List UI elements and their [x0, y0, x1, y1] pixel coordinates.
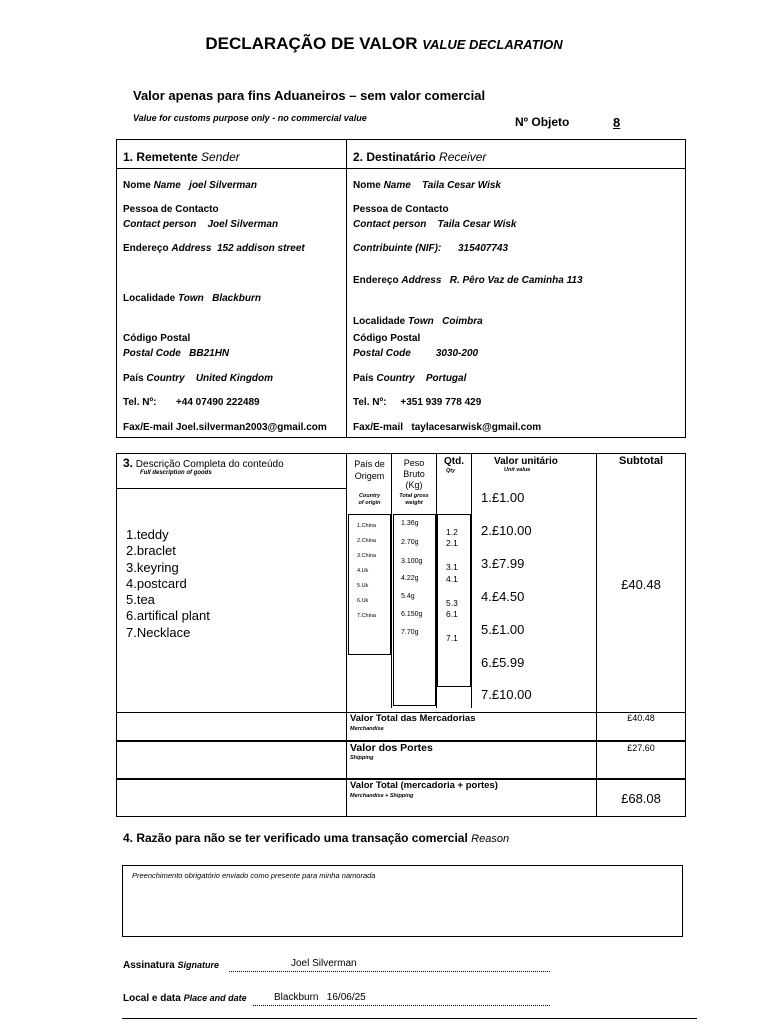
receiver-contact-row: Contact person Taila Cesar Wisk [353, 219, 517, 230]
subtotal-value: £40.48 [621, 577, 661, 592]
receiver-address: R. Pêro Vaz de Caminha 113 [449, 275, 583, 286]
list-item: 7.Necklace [126, 624, 191, 640]
receiver-name-row: Nome Name Taila Cesar Wisk [353, 180, 501, 191]
receiver-country-row: País Country Portugal [353, 373, 467, 384]
origin-sub-box [348, 514, 391, 655]
unit-value-item: 5.£1.00 [481, 622, 525, 637]
weight-header: Peso Bruto (Kg) [403, 458, 425, 490]
item-list [126, 527, 210, 641]
address-header-line [116, 168, 686, 169]
receiver-country: Portugal [425, 373, 467, 384]
place-date-value: Blackburn 16/06/25 [274, 992, 366, 1003]
goods-col-line-4 [471, 453, 472, 708]
grand-total-label-en: Merchandise + Shipping [350, 793, 414, 799]
origin-header: País de Origem [354, 459, 385, 481]
weight-item: 7.70g [401, 629, 419, 636]
sender-contact: Joel Silverman [207, 219, 279, 230]
receiver-postal-label: Código Postal [353, 333, 421, 344]
goods-desc-header-line [116, 488, 347, 489]
qty-item: 2.1 [446, 538, 458, 548]
address-divider [346, 139, 347, 438]
goods-desc-header: 3. Descrição Completa do conteúdo [123, 456, 284, 470]
weight-item: 3.100g [401, 558, 423, 565]
weight-item: 4.22g [401, 575, 419, 582]
shipping-label-en: Shipping [350, 755, 374, 761]
object-number-label: Nº Objeto [515, 115, 570, 129]
goods-col-line-5 [596, 453, 597, 817]
sender-name-row: Nome Name joel Silverman [123, 180, 257, 191]
unit-value-item: 1.£1.00 [481, 490, 525, 505]
weight-item: 6.150g [401, 611, 423, 618]
unit-value-item: 3.£7.99 [481, 556, 525, 571]
sender-country: United Kingdom [195, 373, 274, 384]
receiver-nif: 315407743 [457, 243, 509, 254]
title-pt: DECLARAÇÃO DE VALOR [205, 34, 418, 53]
signature-label: Assinatura Signature [123, 960, 219, 971]
qty-header: Qtd. [444, 456, 464, 467]
receiver-tel-row: Tel. Nº: +351 939 778 429 [353, 397, 482, 408]
unit-value-header: Valor unitário [494, 456, 558, 467]
page-title [0, 34, 768, 54]
origin-item: 7.China [357, 613, 376, 619]
signature-value: Joel Silverman [291, 958, 357, 969]
sender-email-row: Fax/E-mail Joel.silverman2003@gmail.com [123, 422, 327, 433]
list-item: 5.tea [126, 592, 155, 608]
receiver-contact: Taila Cesar Wisk [437, 219, 517, 230]
signature-line [229, 958, 550, 972]
list-item: 3.keyring [126, 559, 179, 575]
origin-item: 4.Uk [357, 568, 369, 574]
qty-item: 3.1 [446, 562, 458, 572]
origin-item: 2.China [357, 538, 376, 544]
goods-col-line-2 [391, 453, 392, 708]
receiver-email-row: Fax/E-mail taylacesarwisk@gmail.com [353, 422, 542, 433]
shipping-value: £27.60 [627, 743, 655, 753]
qty-item: 6.1 [446, 609, 458, 619]
qty-item: 7.1 [446, 633, 458, 643]
sender-address: 152 addison street [216, 243, 305, 254]
object-number-value: 8 [613, 115, 621, 130]
sender-postal: BB21HN [189, 348, 230, 359]
list-item: 6.artifical plant [126, 608, 210, 624]
receiver-contact-label: Pessoa de Contacto [353, 204, 449, 215]
sender-town: Blackburn [212, 293, 262, 304]
merch-total-label-en: Merchandise [350, 726, 384, 732]
unit-value-item: 2.£10.00 [481, 523, 532, 538]
unit-value-item: 7.£10.00 [481, 687, 532, 702]
origin-item: 5.Uk [357, 583, 369, 589]
origin-item: 3.China [357, 553, 376, 559]
receiver-postal-row: Postal Code 3030-200 [353, 348, 479, 359]
reason-header: 4. Razão para não se ter verificado uma transação comercial Reason [123, 831, 510, 845]
receiver-postal: 3030-200 [435, 348, 479, 359]
weight-item: 1.36g [401, 520, 419, 527]
unit-value-header-en: Unit value [504, 467, 531, 473]
receiver-town: Coimbra [442, 316, 483, 327]
receiver-nif-row: Contribuinte (NIF): 315407743 [353, 243, 509, 254]
grand-total-label: Valor Total (mercadoria + portes) [350, 780, 498, 791]
shipping-label: Valor dos Portes [350, 742, 433, 754]
bottom-rule [122, 1018, 697, 1019]
customs-note: Valor apenas para fins Aduaneiros – sem valor comercial [133, 88, 486, 103]
receiver-name: Taila Cesar Wisk [421, 180, 501, 191]
sender-town-row: Localidade Town Blackburn [123, 293, 262, 304]
sender-email: Joel.silverman2003@gmail.com [175, 422, 327, 433]
receiver-header: 2. Destinatário Receiver [353, 150, 487, 164]
weight-header-en: Total gross weight [399, 493, 429, 506]
sender-tel-row: Tel. Nº: +44 07490 222489 [123, 397, 260, 408]
reason-text: Preenchimento obrigatório enviado como presente para minha namorada [132, 871, 376, 880]
merch-total-value: £40.48 [627, 713, 655, 723]
sender-header: 1. Remetente Sender [123, 150, 240, 164]
unit-value-item: 4.£4.50 [481, 589, 525, 604]
sender-postal-label: Código Postal [123, 333, 191, 344]
sender-tel: +44 07490 222489 [175, 397, 260, 408]
receiver-tel: +351 939 778 429 [400, 397, 482, 408]
sender-contact-row: Contact person Joel Silverman [123, 219, 279, 230]
sender-name: joel Silverman [189, 180, 257, 191]
list-item: 1.teddy [126, 527, 169, 542]
list-item: 2.braclet [126, 543, 176, 559]
weight-item: 2.70g [401, 539, 419, 546]
customs-note-en: Value for customs purpose only - no commercial value [133, 113, 367, 123]
sender-address-row: Endereço Address 152 addison street [123, 243, 305, 254]
unit-value-item: 6.£5.99 [481, 655, 525, 670]
qty-item: 5.3 [446, 598, 458, 608]
goods-col-line-1 [346, 453, 347, 817]
title-en: VALUE DECLARATION [422, 37, 563, 52]
list-item: 4.postcard [126, 575, 187, 591]
qty-header-en: Qty [446, 468, 456, 474]
sender-country-row: País Country United Kingdom [123, 373, 274, 384]
origin-header-en: Country of origin [358, 493, 381, 506]
subtotal-header: Subtotal [619, 455, 663, 467]
place-date-label: Local e data Place and date [123, 993, 247, 1004]
qty-item: 1.2 [446, 527, 458, 537]
sender-postal-row: Postal Code BB21HN [123, 348, 230, 359]
sender-contact-label: Pessoa de Contacto [123, 204, 219, 215]
grand-total-value: £68.08 [621, 791, 661, 806]
merch-total-label: Valor Total das Mercadorias [350, 713, 476, 724]
origin-item: 1.China [357, 523, 376, 529]
weight-item: 5.4g [401, 593, 415, 600]
goods-desc-header-en: Full description of goods [140, 470, 212, 476]
receiver-town-row: Localidade Town Coimbra [353, 316, 483, 327]
qty-item: 4.1 [446, 574, 458, 584]
receiver-email: taylacesarwisk@gmail.com [411, 422, 542, 433]
receiver-address-row: Endereço Address R. Pêro Vaz de Caminha 113 [353, 275, 583, 286]
origin-item: 6.Uk [357, 598, 369, 604]
